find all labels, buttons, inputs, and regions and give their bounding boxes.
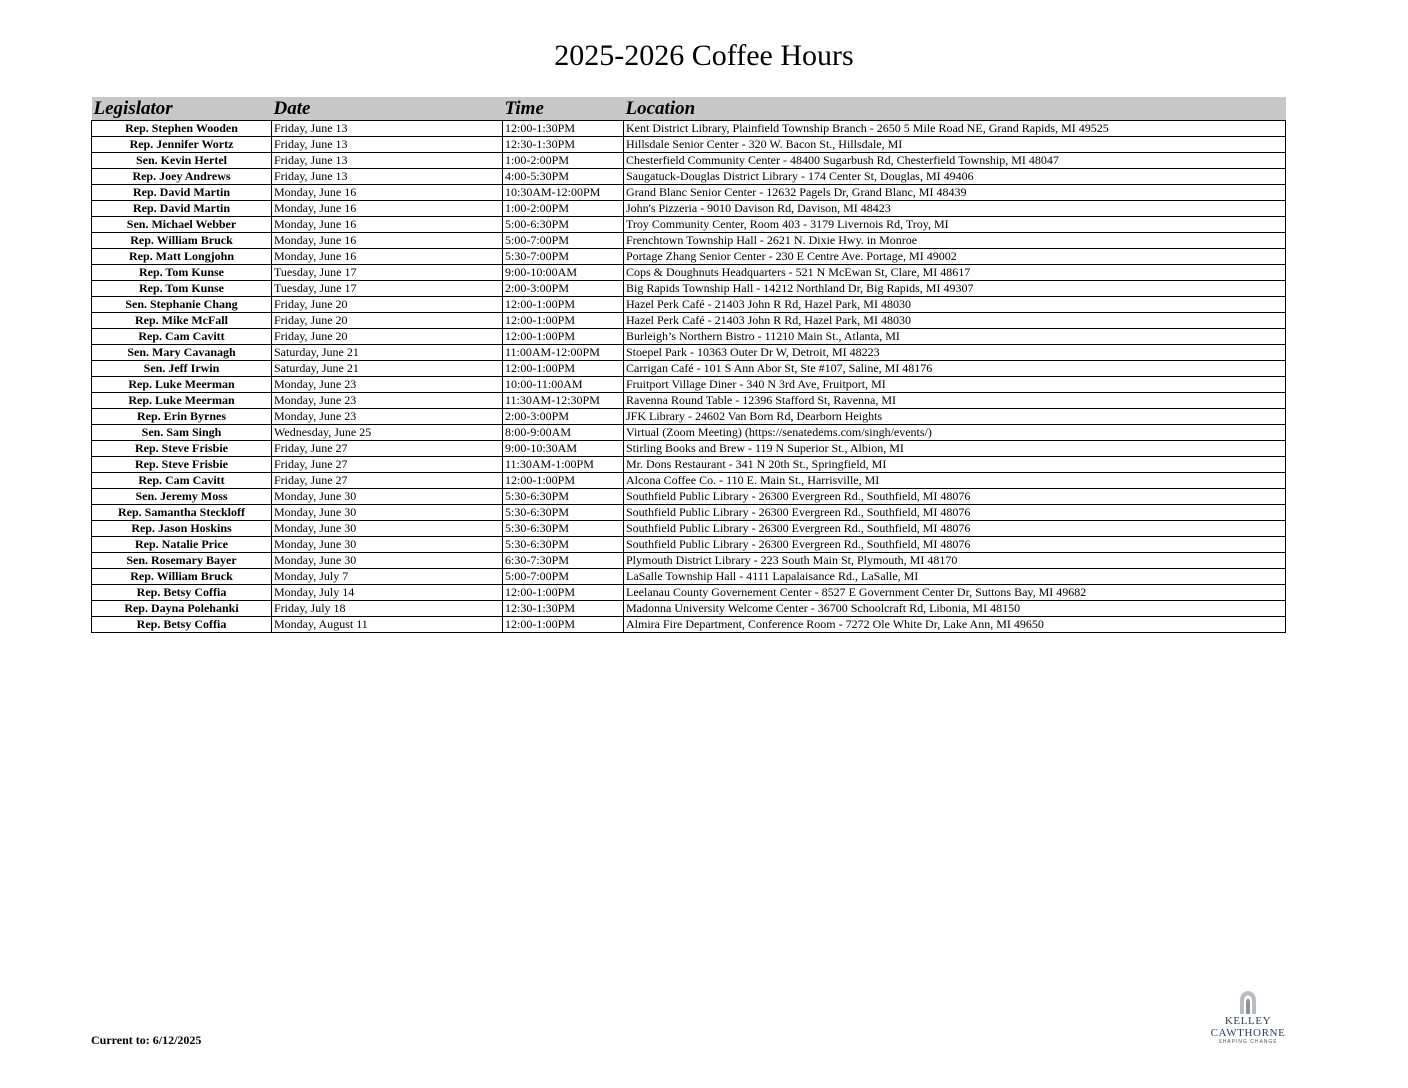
cell-time: 12:00-1:00PM xyxy=(503,585,624,601)
table-row xyxy=(92,377,1286,393)
cell-legislator: Sen. Jeff Irwin xyxy=(92,361,272,377)
cell-time: 4:00-5:30PM xyxy=(503,169,624,185)
cell-date: Friday, June 13 xyxy=(272,137,503,153)
table-row xyxy=(92,217,1286,233)
cell-location: Portage Zhang Senior Center - 230 E Centre Ave. Portage, MI 49002 xyxy=(624,249,1286,265)
cell-time: 6:30-7:30PM xyxy=(503,553,624,569)
cell-date: Monday, June 30 xyxy=(272,521,503,537)
cell-legislator: Sen. Kevin Hertel xyxy=(92,153,272,169)
table-row xyxy=(92,185,1286,201)
table-row xyxy=(92,585,1286,601)
logo-tagline: SHAPING CHANGE xyxy=(1218,1039,1278,1045)
cell-location: Hillsdale Senior Center - 320 W. Bacon St., Hillsdale, MI xyxy=(624,137,1286,153)
cell-legislator: Rep. Erin Byrnes xyxy=(92,409,272,425)
cell-location: Carrigan Café - 101 S Ann Abor St, Ste #107, Saline, MI 48176 xyxy=(624,361,1286,377)
cell-location: LaSalle Township Hall - 4111 Lapalaisance Rd., LaSalle, MI xyxy=(624,569,1286,585)
table-row xyxy=(92,441,1286,457)
cell-time: 10:30AM-12:00PM xyxy=(503,185,624,201)
coffee-hours-table xyxy=(91,97,1286,633)
cell-date: Saturday, June 21 xyxy=(272,345,503,361)
cell-date: Wednesday, June 25 xyxy=(272,425,503,441)
table-row xyxy=(92,233,1286,249)
table-row xyxy=(92,281,1286,297)
cell-time: 12:00-1:00PM xyxy=(503,617,624,633)
cell-date: Monday, June 30 xyxy=(272,553,503,569)
cell-location: JFK Library - 24602 Van Born Rd, Dearborn Heights xyxy=(624,409,1286,425)
table-row xyxy=(92,473,1286,489)
arch-logo-icon xyxy=(1237,990,1259,1014)
cell-date: Monday, June 30 xyxy=(272,537,503,553)
cell-date: Friday, June 27 xyxy=(272,441,503,457)
cell-location: Southfield Public Library - 26300 Evergreen Rd., Southfield, MI 48076 xyxy=(624,537,1286,553)
cell-location: Fruitport Village Diner - 340 N 3rd Ave, Fruitport, MI xyxy=(624,377,1286,393)
cell-location: Ravenna Round Table - 12396 Stafford St, Ravenna, MI xyxy=(624,393,1286,409)
cell-location: Grand Blanc Senior Center - 12632 Pagels Dr, Grand Blanc, MI 48439 xyxy=(624,185,1286,201)
cell-date: Friday, June 27 xyxy=(272,457,503,473)
table-row xyxy=(92,617,1286,633)
header-date: Date xyxy=(272,97,503,121)
table-row xyxy=(92,521,1286,537)
cell-time: 2:00-3:00PM xyxy=(503,409,624,425)
cell-legislator: Rep. Natalie Price xyxy=(92,537,272,553)
cell-date: Monday, August 11 xyxy=(272,617,503,633)
cell-legislator: Rep. David Martin xyxy=(92,201,272,217)
cell-time: 12:30-1:30PM xyxy=(503,601,624,617)
cell-time: 12:00-1:30PM xyxy=(503,121,624,137)
cell-location: Saugatuck-Douglas District Library - 174 Center St, Douglas, MI 49406 xyxy=(624,169,1286,185)
table-row xyxy=(92,425,1286,441)
cell-date: Saturday, June 21 xyxy=(272,361,503,377)
cell-date: Monday, July 14 xyxy=(272,585,503,601)
cell-time: 9:00-10:00AM xyxy=(503,265,624,281)
cell-legislator: Rep. Tom Kunse xyxy=(92,265,272,281)
cell-time: 11:00AM-12:00PM xyxy=(503,345,624,361)
cell-date: Monday, June 16 xyxy=(272,249,503,265)
cell-date: Monday, June 16 xyxy=(272,217,503,233)
cell-date: Monday, June 23 xyxy=(272,377,503,393)
cell-time: 9:00-10:30AM xyxy=(503,441,624,457)
cell-legislator: Rep. Betsy Coffia xyxy=(92,585,272,601)
cell-date: Monday, July 7 xyxy=(272,569,503,585)
cell-date: Friday, July 18 xyxy=(272,601,503,617)
cell-location: Frenchtown Township Hall - 2621 N. Dixie Hwy. in Monroe xyxy=(624,233,1286,249)
cell-location: Cops & Doughnuts Headquarters - 521 N McEwan St, Clare, MI 48617 xyxy=(624,265,1286,281)
cell-legislator: Rep. Tom Kunse xyxy=(92,281,272,297)
header-location: Location xyxy=(624,97,1286,121)
cell-time: 12:00-1:00PM xyxy=(503,329,624,345)
cell-location: Alcona Coffee Co. - 110 E. Main St., Harrisville, MI xyxy=(624,473,1286,489)
cell-location: Southfield Public Library - 26300 Evergreen Rd., Southfield, MI 48076 xyxy=(624,505,1286,521)
cell-time: 12:30-1:30PM xyxy=(503,137,624,153)
cell-location: John's Pizzeria - 9010 Davison Rd, Davison, MI 48423 xyxy=(624,201,1286,217)
cell-time: 5:00-7:00PM xyxy=(503,233,624,249)
page-title: 2025-2026 Coffee Hours xyxy=(554,39,854,72)
table-row xyxy=(92,249,1286,265)
table-row xyxy=(92,409,1286,425)
cell-date: Monday, June 30 xyxy=(272,489,503,505)
table-row xyxy=(92,489,1286,505)
table-header-row xyxy=(92,97,1286,121)
cell-location: Southfield Public Library - 26300 Evergreen Rd., Southfield, MI 48076 xyxy=(624,489,1286,505)
cell-legislator: Rep. Joey Andrews xyxy=(92,169,272,185)
cell-date: Monday, June 23 xyxy=(272,393,503,409)
table-row xyxy=(92,553,1286,569)
cell-legislator: Rep. Luke Meerman xyxy=(92,377,272,393)
cell-legislator: Rep. Cam Cavitt xyxy=(92,473,272,489)
cell-location: Chesterfield Community Center - 48400 Sugarbush Rd, Chesterfield Township, MI 48047 xyxy=(624,153,1286,169)
table-row xyxy=(92,601,1286,617)
kelley-cawthorne-logo xyxy=(1186,990,1310,1045)
cell-time: 8:00-9:00AM xyxy=(503,425,624,441)
cell-date: Monday, June 16 xyxy=(272,201,503,217)
table-row xyxy=(92,297,1286,313)
cell-time: 5:00-6:30PM xyxy=(503,217,624,233)
cell-date: Friday, June 13 xyxy=(272,153,503,169)
cell-legislator: Rep. Jason Hoskins xyxy=(92,521,272,537)
cell-legislator: Rep. William Bruck xyxy=(92,233,272,249)
header-legislator: Legislator xyxy=(92,97,272,121)
cell-location: Big Rapids Township Hall - 14212 Northland Dr, Big Rapids, MI 49307 xyxy=(624,281,1286,297)
cell-time: 5:30-6:30PM xyxy=(503,537,624,553)
cell-time: 1:00-2:00PM xyxy=(503,201,624,217)
cell-location: Virtual (Zoom Meeting) (https://senatedems.com/singh/events/) xyxy=(624,425,1286,441)
cell-location: Leelanau County Governement Center - 8527 E Government Center Dr, Suttons Bay, MI 49682 xyxy=(624,585,1286,601)
cell-legislator: Sen. Mary Cavanagh xyxy=(92,345,272,361)
cell-location: Madonna University Welcome Center - 36700 Schoolcraft Rd, Libonia, MI 48150 xyxy=(624,601,1286,617)
cell-date: Friday, June 13 xyxy=(272,169,503,185)
table-row xyxy=(92,265,1286,281)
cell-date: Friday, June 27 xyxy=(272,473,503,489)
cell-date: Friday, June 20 xyxy=(272,329,503,345)
cell-date: Monday, June 16 xyxy=(272,233,503,249)
cell-date: Tuesday, June 17 xyxy=(272,265,503,281)
cell-time: 10:00-11:00AM xyxy=(503,377,624,393)
cell-legislator: Rep. Cam Cavitt xyxy=(92,329,272,345)
cell-legislator: Sen. Michael Webber xyxy=(92,217,272,233)
cell-time: 5:30-6:30PM xyxy=(503,521,624,537)
cell-time: 11:30AM-12:30PM xyxy=(503,393,624,409)
table-row xyxy=(92,121,1286,137)
cell-location: Stoepel Park - 10363 Outer Dr W, Detroit, MI 48223 xyxy=(624,345,1286,361)
logo-name: KELLEY CAWTHORNE xyxy=(1210,1015,1286,1039)
cell-location: Hazel Perk Café - 21403 John R Rd, Hazel Park, MI 48030 xyxy=(624,313,1286,329)
cell-legislator: Rep. Steve Frisbie xyxy=(92,457,272,473)
cell-location: Mr. Dons Restaurant - 341 N 20th St., Springfield, MI xyxy=(624,457,1286,473)
cell-time: 12:00-1:00PM xyxy=(503,361,624,377)
cell-location: Almira Fire Department, Conference Room - 7272 Ole White Dr, Lake Ann, MI 49650 xyxy=(624,617,1286,633)
cell-location: Burleigh’s Northern Bistro - 11210 Main St., Atlanta, MI xyxy=(624,329,1286,345)
cell-time: 5:30-6:30PM xyxy=(503,505,624,521)
cell-time: 5:00-7:00PM xyxy=(503,569,624,585)
cell-location: Stirling Books and Brew - 119 N Superior St., Albion, MI xyxy=(624,441,1286,457)
cell-time: 12:00-1:00PM xyxy=(503,473,624,489)
cell-time: 11:30AM-1:00PM xyxy=(503,457,624,473)
cell-date: Friday, June 20 xyxy=(272,297,503,313)
cell-time: 5:30-7:00PM xyxy=(503,249,624,265)
table-row xyxy=(92,137,1286,153)
cell-legislator: Rep. Luke Meerman xyxy=(92,393,272,409)
cell-location: Kent District Library, Plainfield Township Branch - 2650 5 Mile Road NE, Grand Rapids, MI 49525 xyxy=(624,121,1286,137)
cell-legislator: Rep. Steve Frisbie xyxy=(92,441,272,457)
cell-legislator: Rep. Mike McFall xyxy=(92,313,272,329)
cell-legislator: Rep. Betsy Coffia xyxy=(92,617,272,633)
table-row xyxy=(92,569,1286,585)
cell-date: Monday, June 16 xyxy=(272,185,503,201)
cell-legislator: Rep. David Martin xyxy=(92,185,272,201)
cell-legislator: Sen. Jeremy Moss xyxy=(92,489,272,505)
cell-date: Friday, June 20 xyxy=(272,313,503,329)
cell-time: 12:00-1:00PM xyxy=(503,297,624,313)
cell-time: 12:00-1:00PM xyxy=(503,313,624,329)
table-row xyxy=(92,345,1286,361)
cell-legislator: Sen. Sam Singh xyxy=(92,425,272,441)
cell-legislator: Rep. Samantha Steckloff xyxy=(92,505,272,521)
current-to-note: Current to: 6/12/2025 xyxy=(91,1033,202,1047)
cell-date: Monday, June 30 xyxy=(272,505,503,521)
cell-legislator: Rep. Stephen Wooden xyxy=(92,121,272,137)
cell-legislator: Rep. William Bruck xyxy=(92,569,272,585)
cell-time: 2:00-3:00PM xyxy=(503,281,624,297)
cell-date: Monday, June 23 xyxy=(272,409,503,425)
table-row xyxy=(92,537,1286,553)
table-row xyxy=(92,457,1286,473)
cell-legislator: Sen. Rosemary Bayer xyxy=(92,553,272,569)
cell-location: Hazel Perk Café - 21403 John R Rd, Hazel Park, MI 48030 xyxy=(624,297,1286,313)
header-time: Time xyxy=(503,97,624,121)
cell-legislator: Rep. Dayna Polehanki xyxy=(92,601,272,617)
cell-location: Troy Community Center, Room 403 - 3179 Livernois Rd, Troy, MI xyxy=(624,217,1286,233)
table-row xyxy=(92,201,1286,217)
cell-date: Friday, June 13 xyxy=(272,121,503,137)
table-row xyxy=(92,361,1286,377)
cell-legislator: Rep. Matt Longjohn xyxy=(92,249,272,265)
table-row xyxy=(92,169,1286,185)
table-row xyxy=(92,393,1286,409)
cell-time: 5:30-6:30PM xyxy=(503,489,624,505)
cell-legislator: Rep. Jennifer Wortz xyxy=(92,137,272,153)
cell-location: Plymouth District Library - 223 South Main St, Plymouth, MI 48170 xyxy=(624,553,1286,569)
table-row xyxy=(92,329,1286,345)
cell-legislator: Sen. Stephanie Chang xyxy=(92,297,272,313)
cell-location: Southfield Public Library - 26300 Evergreen Rd., Southfield, MI 48076 xyxy=(624,521,1286,537)
table-row xyxy=(92,153,1286,169)
table-row xyxy=(92,313,1286,329)
cell-date: Tuesday, June 17 xyxy=(272,281,503,297)
cell-time: 1:00-2:00PM xyxy=(503,153,624,169)
table-row xyxy=(92,505,1286,521)
